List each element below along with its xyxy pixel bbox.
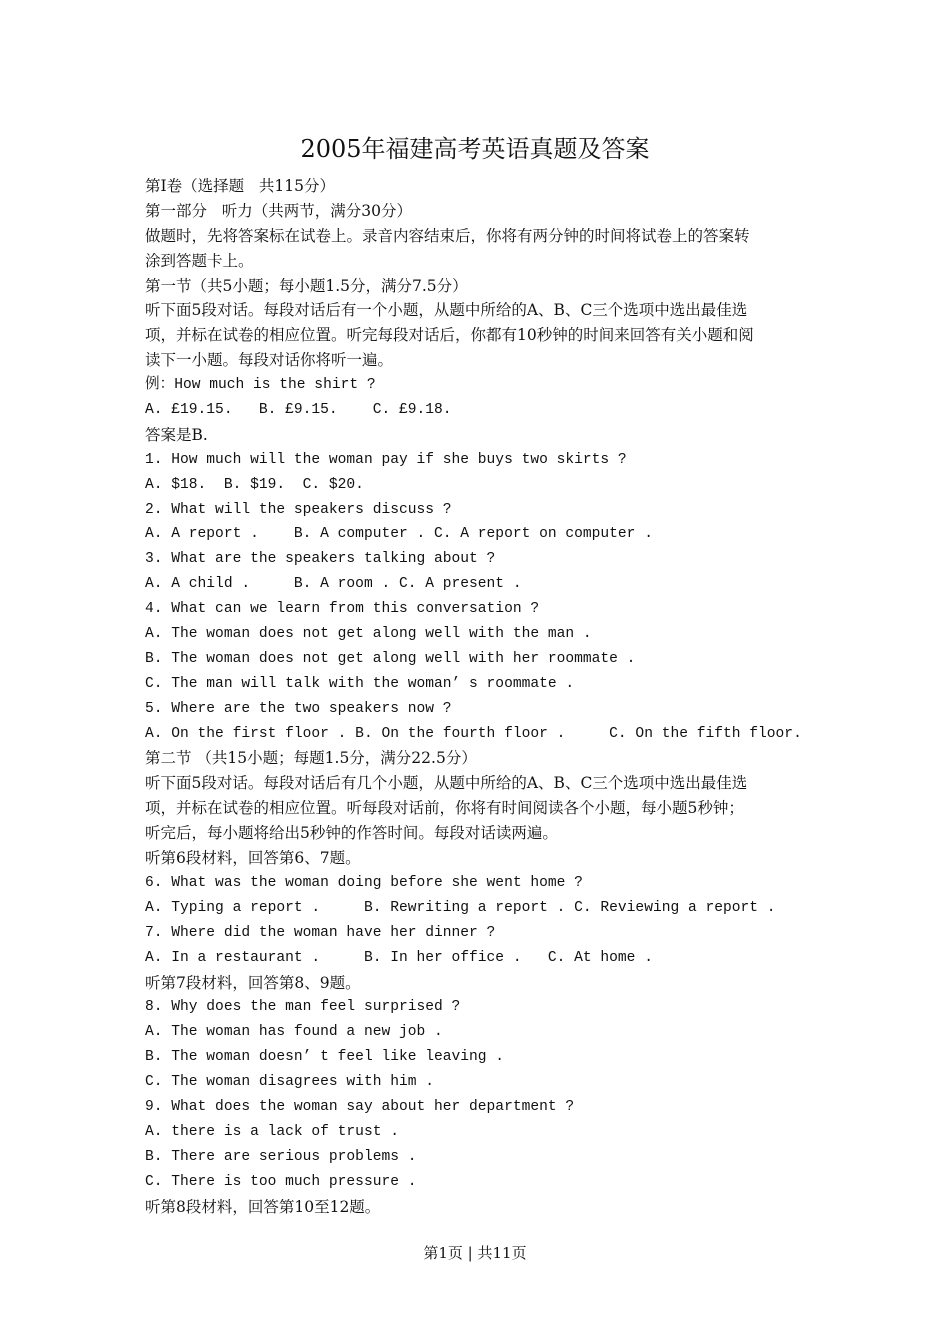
text-line: A. £19.15. B. £9.15. C. £9.18. [145,402,452,419]
text-line: 听第8段材料，回答第10至12题。 [145,1197,381,1216]
text-line: A. In a restaurant . B. In her office . C. At home . [145,949,653,966]
text-line: 1. How much will the woman pay if she buys two skirts ? [145,451,627,468]
text-line: 7. Where did the woman have her dinner ? [145,924,496,941]
text-line: 听下面5段对话。每段对话后有一个小题，从题中所给的A、B、C三个选项中选出最佳选 [145,301,748,320]
text-line: 听第7段材料，回答第8、9题。 [145,973,361,992]
document-title: 2005年福建高考英语真题及答案 [300,135,650,163]
text-line: 第一节（共5小题；每小题1.5分，满分7.5分） [145,276,468,295]
text-line: A. A child . B. A room . C. A present . [145,576,522,593]
text-line: C. The man will talk with the woman’ s roommate . [145,675,575,692]
text-line: 第二节 （共15小题；每题1.5分，满分22.5分） [145,749,477,768]
text-line: 2. What will the speakers discuss ? [145,501,452,518]
page-footer: 第1页 | 共11页 [423,1244,527,1262]
text-line: 听第6段材料，回答第6、7题。 [145,849,361,868]
text-line: B. The woman doesn’ t feel like leaving . [145,1049,505,1066]
text-line: A. On the first floor . B. On the fourth floor . C. On the fifth floor. [145,725,802,742]
text-line: A. The woman has found a new job . [145,1024,443,1041]
text-line: 听完后，每小题将给出5秒钟的作答时间。每段对话读两遍。 [145,824,558,843]
text-line: C. The woman disagrees with him . [145,1074,435,1091]
text-line: 听下面5段对话。每段对话后有几个小题，从题中所给的A、B、C三个选项中选出最佳选 [145,774,748,793]
text-line: 第Ⅰ卷（选择题 共115分） [145,177,335,195]
text-line: 涂到答题卡上。 [145,251,254,270]
text-line: 4. What can we learn from this conversation ? [145,601,540,618]
text-line: 例：How much is the shirt ? [145,377,376,394]
text-line: 答案是B. [145,425,208,444]
text-line: A. there is a lack of trust . [145,1123,399,1140]
text-line: 读下一小题。每段对话你将听一遍。 [145,351,394,370]
text-line: 8. Why does the man feel surprised ? [145,999,461,1016]
text-line: 第一部分 听力（共两节，满分30分） [145,201,413,220]
text-line: B. The woman does not get along well with her roommate . [145,650,636,667]
text-line: A. The woman does not get along well with the man . [145,626,592,643]
text-line: B. There are serious problems . [145,1148,417,1165]
text-line: 做题时，先将答案标在试卷上。录音内容结束后，你将有两分钟的时间将试卷上的答案转 [145,226,750,245]
text-line: 项，并标在试卷的相应位置。听每段对话前，你将有时间阅读各个小题，每小题5秒钟； [145,799,744,818]
text-line: A. Typing a report . B. Rewriting a report . C. Reviewing a report . [145,899,776,916]
text-line: 5. Where are the two speakers now ? [145,700,452,717]
text-line: 6. What was the woman doing before she went home ? [145,874,583,891]
text-line: A. A report . B. A computer . C. A report on computer . [145,526,653,543]
text-line: C. There is too much pressure . [145,1173,417,1190]
text-line: A. $18. B. $19. C. $20. [145,476,364,493]
text-line: 9. What does the woman say about her department ? [145,1098,575,1115]
text-line: 3. What are the speakers talking about ? [145,551,496,568]
text-line: 项，并标在试卷的相应位置。听完每段对话后，你都有10秒钟的时间来回答有关小题和阅 [145,326,754,345]
document-body [145,174,815,1219]
